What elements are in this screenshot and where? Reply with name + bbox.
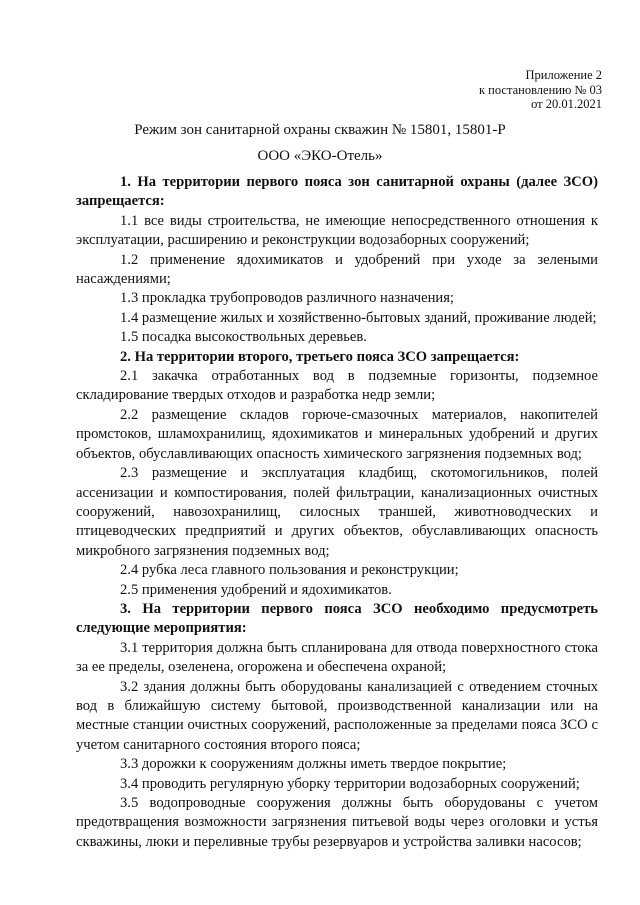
appendix-reference bbox=[479, 68, 602, 112]
item-3-5: 3.5 водопроводные сооружения должны быть оборудованы с учетом предотвращения возможности загрязнения питьевой воды через оголовки и устья скважины, люки и переливные трубы резервуаров и устройства заливки насосов; bbox=[76, 795, 598, 850]
appendix-resolution: к постановлению № 03 bbox=[478, 82, 602, 97]
appendix-date: от 20.01.2021 bbox=[531, 97, 602, 111]
organization-name: ООО «ЭКО-Отель» bbox=[257, 148, 383, 164]
appendix-number: Приложение 2 bbox=[525, 68, 602, 82]
item-2-2: 2.2 размещение складов горюче-смазочных материалов, накопителей промстоков, шламохранилищ, ядохимикатов и минеральных удобрений и других объектов, обуславливающих опасность химического загрязнения подземных вод; bbox=[76, 406, 598, 462]
item-2-1: 2.1 закачка отработанных вод в подземные горизонты, подземное складирование твердых отходов и разработка недр земли; bbox=[76, 368, 598, 404]
section-3-heading: 3. На территории первого пояса ЗСО необходимо предусмотреть следующие мероприятия: bbox=[76, 600, 598, 637]
document-title: Режим зон санитарной охраны скважин № 15801, 15801-Р bbox=[134, 122, 506, 138]
item-1-2: 1.2 применение ядохимикатов и удобрений при уходе за зелеными насаждениями; bbox=[76, 251, 598, 288]
item-1-5: 1.5 посадка высокоствольных деревьев. bbox=[120, 329, 367, 346]
item-3-3: 3.3 дорожки к сооружениям должны иметь твердое покрытие; bbox=[120, 756, 507, 773]
item-2-4: 2.4 рубка леса главного пользования и реконструкции; bbox=[120, 562, 459, 579]
item-1-1: 1.1 все виды строительства, не имеющие непосредственного отношения к эксплуатации, расширению и реконструкции водозаборных сооружений; bbox=[76, 212, 598, 249]
item-1-4: 1.4 размещение жилых и хозяйственно-бытовых зданий, проживание людей; bbox=[120, 309, 597, 326]
item-2-3: 2.3 размещение и эксплуатация кладбищ, скотомогильников, полей ассенизации и компостирования, полей фильтрации, канализационных очистных сооружений, навозохранилищ, силосных траншей, животноводческих и птицеводческих предприятий и других объектов, обуславливающих опасность микробного загрязнения подземных вод; bbox=[76, 465, 598, 559]
item-3-1: 3.1 территория должна быть спланирована для отвода поверхностного стока за ее пределы, озеленена, огорожена и обеспечена охраной; bbox=[76, 639, 598, 676]
item-2-5: 2.5 применения удобрений и ядохимикатов. bbox=[120, 581, 392, 598]
section-2-heading: 2. На территории второго, третьего пояса ЗСО запрещается: bbox=[120, 348, 520, 365]
item-3-2: 3.2 здания должны быть оборудованы канализацией с отведением сточных вод в ближайшую систему бытовой, производственной канализации или на местные станции очистных сооружений, расположенные за пределами пояса ЗСО с учетом санитарного состояния второго пояса; bbox=[76, 678, 598, 753]
section-1-heading: 1. На территории первого пояса зон санитарной охраны (далее ЗСО) запрещается: bbox=[76, 174, 598, 210]
document-body bbox=[76, 173, 598, 852]
item-3-4: 3.4 проводить регулярную уборку территории водозаборных сооружений; bbox=[120, 775, 580, 792]
item-1-3: 1.3 прокладка трубопроводов различного назначения; bbox=[120, 290, 454, 307]
